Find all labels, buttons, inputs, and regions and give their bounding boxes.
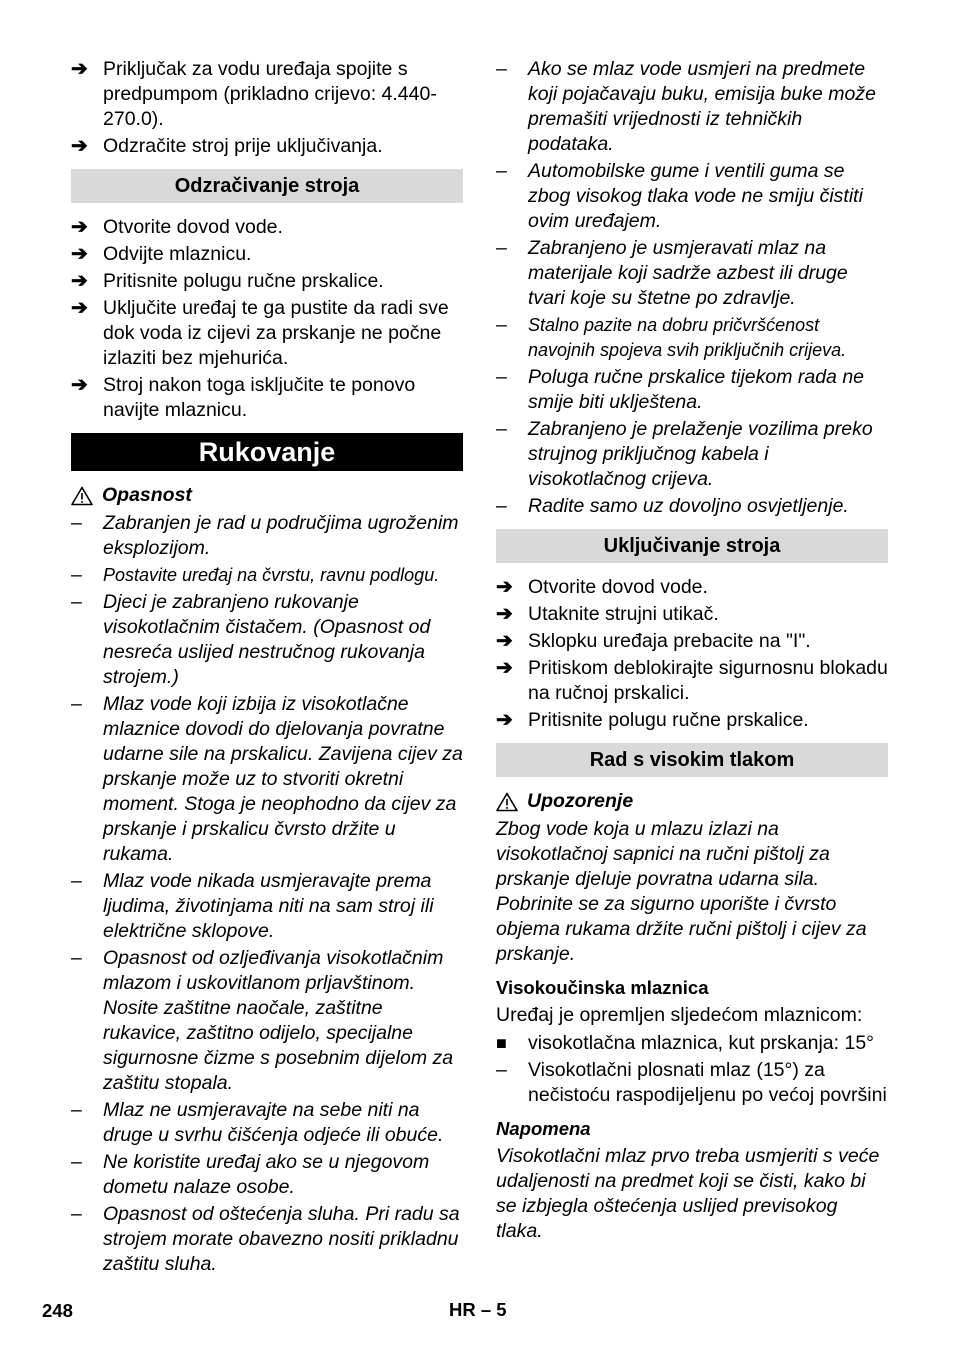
arrow-icon: ➔	[71, 58, 88, 80]
list-item: ■ visokotlačna mlaznica, kut prskanja: 15°	[496, 1032, 874, 1054]
left-column	[71, 57, 463, 1279]
list-item: – Mlaz ne usmjeravajte na sebe niti na druge u svrhu čišćenja odjeće ili obuće.	[71, 1099, 444, 1146]
list-item: ➔ Pritisnite polugu ručne prskalice.	[71, 270, 384, 292]
nozzle-heading: Visokoučinska mlaznica	[496, 977, 709, 998]
danger-heading	[71, 483, 463, 508]
danger-label: Opasnost	[102, 484, 192, 506]
nozzle-intro: Uređaj je opremljen sljedećom mlaznicom:	[496, 1004, 863, 1026]
arrow-icon: ➔	[71, 374, 88, 396]
warning-triangle-icon	[496, 792, 518, 812]
section-heading-switch-on: Uključivanje stroja	[496, 529, 888, 563]
dash-icon: –	[496, 495, 507, 517]
arrow-icon: ➔	[71, 297, 88, 319]
dash-icon: –	[71, 693, 82, 715]
list-item: – Postavite uređaj na čvrstu, ravnu podlogu.	[71, 564, 440, 586]
note-label: Napomena	[496, 1118, 591, 1139]
dash-icon: –	[496, 1059, 507, 1081]
dash-icon: –	[496, 418, 507, 440]
dash-icon: –	[496, 160, 507, 182]
list-item: – Djeci je zabranjeno rukovanje visokotlačnim čistačem. (Opasnost od nesreća uslijed nestručnog rukovanja strojem.)	[71, 591, 431, 688]
list-item: – Opasnost od ozljeđivanja visokotlačnim mlazom i uskovitlanom prljavštinom. Nosite zaštitne naočale, zaštitne rukavice, zaštitno odijelo, specijalne sigurnosne čizme s posebnim dijelom za zaštitu stopala.	[71, 947, 454, 1094]
section-heading-high-pressure: Rad s visokim tlakom	[496, 743, 888, 777]
list-item: ➔ Stroj nakon toga isključite te ponovo navijte mlaznicu.	[71, 374, 416, 421]
list-item: ➔ Otvorite dovod vode.	[71, 216, 283, 238]
arrow-icon: ➔	[496, 630, 513, 652]
list-item: ➔ Odzračite stroj prije uključivanja.	[71, 135, 383, 157]
dash-icon: –	[71, 947, 82, 969]
dash-icon: –	[71, 870, 82, 892]
list-item: – Automobilske gume i ventili guma se zbog visokog tlaka vode ne smiju čistiti ovim uređajem.	[496, 160, 863, 232]
list-item: – Zabranjen je rad u područjima ugroženim eksplozijom.	[71, 512, 459, 559]
list-item: ➔ Uključite uređaj te ga pustite da radi sve dok voda iz cijevi za prskanje ne počne izlaziti bez mjehurića.	[71, 297, 449, 369]
list-item: – Stalno pazite na dobru pričvršćenost navojnih spojeva svih priključnih crijeva.	[496, 314, 847, 360]
dash-icon: –	[71, 591, 82, 613]
list-item: ➔ Sklopku uređaja prebacite na "I".	[496, 630, 811, 652]
list-item: – Poluga ručne prskalice tijekom rada ne smije biti uklještena.	[496, 366, 865, 413]
arrow-icon: ➔	[496, 603, 513, 625]
warning-heading	[496, 789, 888, 814]
list-item: ➔ Pritisnite polugu ručne prskalice.	[496, 709, 809, 731]
arrow-icon: ➔	[71, 135, 88, 157]
list-item: – Radite samo uz dovoljno osvjetljenje.	[496, 495, 849, 517]
arrow-icon: ➔	[496, 657, 513, 679]
chapter-title: Rukovanje	[71, 433, 463, 471]
dash-icon: –	[496, 314, 507, 336]
note-text: Visokotlačni mlaz prvo treba usmjeriti s veće udaljenosti na predmet koji se čisti, kako bi se izbjegla oštećenja uslijed previsokog tlaka.	[496, 1145, 880, 1242]
list-item: – Visokotlačni plosnati mlaz (15°) za nečistoću raspodijeljenu po većoj površini	[496, 1059, 887, 1106]
list-item: – Mlaz vode koji izbija iz visokotlačne mlaznice dovodi do djelovanja povratne udarne sile na prskalicu. Zavijena cijev za prskanje može uz to stvoriti okretni moment. Stoga je neophodno da cijev za prskanje i prskalicu čvrsto držite u rukama.	[71, 693, 463, 865]
dash-icon: –	[496, 237, 507, 259]
arrow-icon: ➔	[496, 709, 513, 731]
square-bullet-icon: ■	[496, 1033, 507, 1053]
list-item: ➔ Priključak za vodu uređaja spojite s predpumpom (prikladno crijevo: 4.440-270.0).	[71, 58, 437, 130]
arrow-icon: ➔	[71, 216, 88, 238]
section-heading-deaerate: Odzračivanje stroja	[71, 169, 463, 203]
dash-icon: –	[496, 366, 507, 388]
dash-icon: –	[71, 1203, 82, 1225]
language-page-label: HR – 5	[449, 1299, 507, 1320]
list-item: – Ne koristite uređaj ako se u njegovom dometu nalaze osobe.	[71, 1151, 430, 1198]
warning-triangle-icon	[71, 486, 93, 506]
arrow-icon: ➔	[71, 243, 88, 265]
list-item: – Zabranjeno je prelaženje vozilima preko strujnog priključnog kabela i visokotlačnog crijeva.	[496, 418, 873, 490]
list-item: ➔ Odvijte mlaznicu.	[71, 243, 252, 265]
list-item: – Zabranjeno je usmjeravati mlaz na materijale koji sadrže azbest ili druge tvari koje su štetne po zdravlje.	[496, 237, 848, 309]
warning-label: Upozorenje	[527, 790, 634, 812]
page-number: 248	[42, 1300, 73, 1321]
arrow-icon: ➔	[71, 270, 88, 292]
dash-icon: –	[496, 58, 507, 80]
list-item: – Opasnost od oštećenja sluha. Pri radu sa strojem morate obavezno nositi prikladnu zaštitu sluha.	[71, 1203, 460, 1275]
warning-text: Zbog vode koja u mlazu izlazi na visokotlačnoj sapnici na ručni pištolj za prskanje djeluje povratna udarna sila. Pobrinite se za sigurno uporište i čvrsto objema rukama držite ručni pištolj i cijev za prskanje.	[496, 818, 867, 965]
dash-icon: –	[71, 1151, 82, 1173]
right-column	[496, 57, 888, 1247]
list-item: ➔ Otvorite dovod vode.	[496, 576, 708, 598]
list-item: – Ako se mlaz vode usmjeri na predmete koji pojačavaju buku, emisija buke može premašiti vrijednosti iz tehničkih podataka.	[496, 58, 876, 155]
dash-icon: –	[71, 564, 82, 586]
dash-icon: –	[71, 1099, 82, 1121]
list-item: ➔ Utaknite strujni utikač.	[496, 603, 719, 625]
arrow-icon: ➔	[496, 576, 513, 598]
list-item: – Mlaz vode nikada usmjeravajte prema ljudima, životinjama niti na sam stroj ili električne sklopove.	[71, 870, 434, 942]
dash-icon: –	[71, 512, 82, 534]
list-item: ➔ Pritiskom deblokirajte sigurnosnu blokadu na ručnoj prskalici.	[496, 657, 888, 704]
